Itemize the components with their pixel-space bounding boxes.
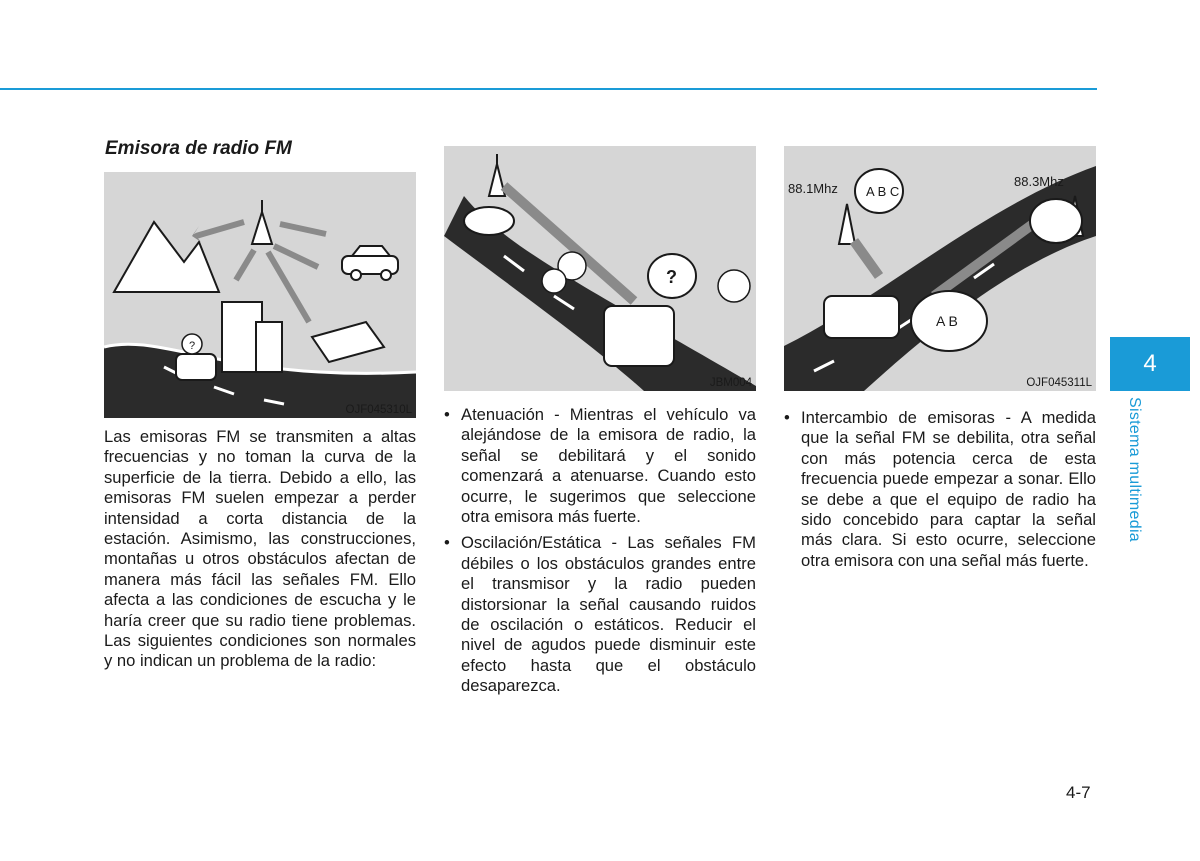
figure-fm-station-switch (784, 146, 1096, 391)
fm-obstacles-illustration (104, 172, 416, 418)
figure-code: JBM004 (709, 377, 752, 389)
frequency-left: 88.1Mhz (788, 181, 838, 196)
svg-text:?: ? (189, 340, 196, 352)
figure-code: OJF045311L (1026, 377, 1092, 389)
fm-attenuation-illustration (444, 146, 756, 391)
question-mark: ? (666, 267, 677, 287)
figure-fm-attenuation (444, 146, 756, 391)
page-number: 4-7 (1066, 783, 1091, 802)
radio-tower-icon (252, 200, 272, 244)
figure-code: OJF045310L (345, 404, 412, 416)
frequency-right: 88.3Mhz (1014, 174, 1064, 189)
chapter-title: Sistema multimedia (1126, 397, 1143, 543)
car-icon (342, 246, 398, 280)
bullet-station-switch: • Intercambio de emisoras - A medida que la señal FM se debilita, otra señal con más potencia cerca de esta frecuencia puede empezar a sonar. Ello se debe a que el equipo de radio ha sido concebido para captar la señal más clara. Si esto ocurre, seleccione otra emisora con una señal más fuerte. (784, 408, 1096, 571)
figure-fm-obstacles (104, 172, 416, 418)
fm-station-switch-illustration (784, 146, 1096, 391)
radio-tower-icon (839, 204, 855, 244)
bubble-letters: A B C (866, 184, 900, 199)
header-rule (0, 88, 1097, 90)
bullet-oscillation: • Oscilación/Estática - Las señales FM débiles o los obstáculos grandes entre el transmisor y la radio pueden distorsionar la señal causando ruidos de oscilación o estáticos. Reducir el nivel de agudos puede disminuir este efecto hasta que el obstáculo desaparezca. (444, 533, 756, 696)
bullet-attenuation: • Atenuación - Mientras el vehículo va alejándose de la emisora de radio, la señal se debilitará y el sonido comenzará a atenuarse. Cuando esto ocurre, le sugerimos que seleccione otra emisora más fuerte. (444, 405, 756, 527)
bubble2-letters: A B (936, 313, 958, 329)
chapter-tab: 4 (1110, 337, 1190, 391)
col2-bullet-list (444, 405, 756, 703)
col3-bullet-list (784, 408, 1096, 577)
intro-paragraph: Las emisoras FM se transmiten a altas frecuencias y no toman la curva de la superficie de la tierra. Debido a ello, las emisoras FM suelen empezar a perder intensidad a corta distancia de la estación. Asimismo, las construcciones, montañas u otros obstáculos afectan de manera más fácil las señales FM. Ello afecta a las condiciones de escucha y le haría creer que su radio tiene problemas. Las siguientes condiciones son normales y no indican un problema de la radio: (104, 427, 416, 671)
section-title: Emisora de radio FM (105, 138, 292, 159)
